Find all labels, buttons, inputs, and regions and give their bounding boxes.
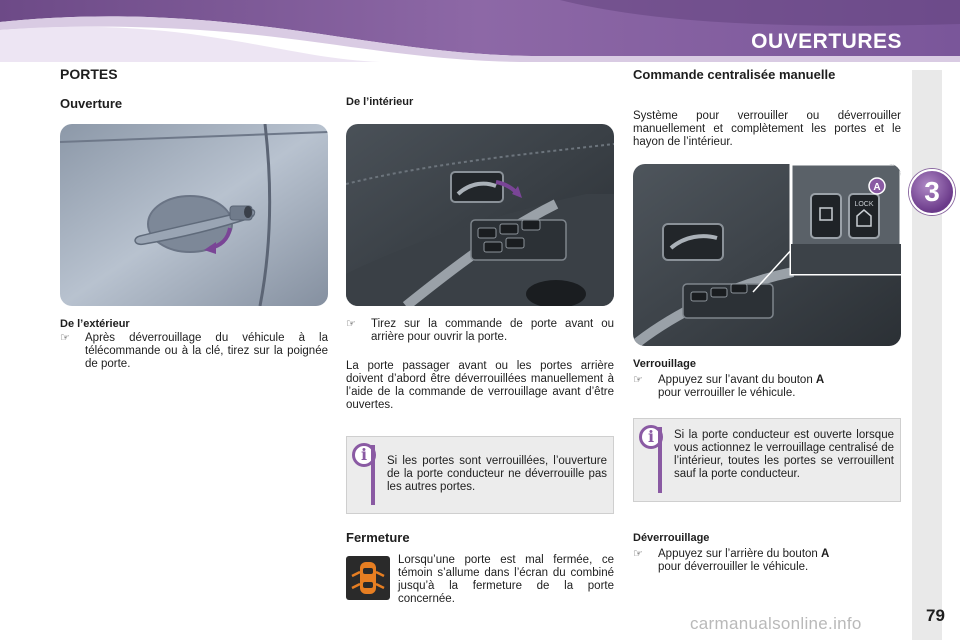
header-banner xyxy=(0,0,960,62)
pointing-hand-icon: ☞ xyxy=(346,318,356,330)
exterior-bullet xyxy=(60,332,328,371)
central-locking-heading: Commande centralisée manuelle xyxy=(633,67,836,82)
interior-heading: De l’intérieur xyxy=(346,96,414,108)
closing-heading: Fermeture xyxy=(346,530,410,545)
info-box-accent-bar xyxy=(371,445,375,505)
chapter-number-badge: 3 xyxy=(909,169,955,215)
exterior-heading: De l’extérieur xyxy=(60,318,130,330)
lock-bullet-text: Appuyez sur l’avant du bouton A pour verrouiller le véhicule. xyxy=(658,374,825,399)
subsection-title: Ouverture xyxy=(60,96,123,111)
pointing-hand-icon: ☞ xyxy=(633,548,643,560)
info-box-driver-door xyxy=(633,418,901,502)
info-box-locked-doors xyxy=(346,436,614,514)
button-a-key: A xyxy=(821,548,830,560)
interior-door-panel-photo xyxy=(346,124,614,306)
lock-bullet xyxy=(633,374,901,400)
info-box-accent-bar xyxy=(658,427,662,493)
callout-a-label: A xyxy=(873,182,881,193)
unlock-heading: Déverrouillage xyxy=(633,532,710,544)
page-number: 79 xyxy=(926,606,945,625)
interior-bullet xyxy=(346,318,614,344)
button-a-key: A xyxy=(815,374,825,386)
unlock-bullet xyxy=(633,548,901,574)
info-icon: i xyxy=(352,443,376,467)
central-locking-text: Système pour verrouiller ou déverrouiller manuellement et complètement les portes et le hayon de l’intérieur. xyxy=(633,110,901,148)
unlock-bullet-text: Appuyez sur l’arrière du bouton A pour déverrouiller le véhicule. xyxy=(658,548,830,573)
door-open-warning-icon xyxy=(346,556,390,600)
closing-text: Lorsqu’une porte est mal fermée, ce témoin s’allume dans l’écran du combiné jusqu’à la fermeture de la porte concernée. xyxy=(398,554,614,605)
central-locking-button-photo xyxy=(633,164,901,346)
chapter-side-strip xyxy=(912,70,942,640)
interior-bullet-text: Tirez sur la commande de porte avant ou arrière pour ouvrir la porte. xyxy=(371,318,614,343)
exterior-bullet-text: Après déverrouillage du véhicule à la télécommande ou à la clé, tirez sur la poignée de porte. xyxy=(85,332,328,370)
lock-button-label: LOCK xyxy=(854,201,874,208)
lock-heading: Verrouillage xyxy=(633,358,696,370)
exterior-door-handle-photo xyxy=(60,124,328,306)
chapter-title: OUVERTURES xyxy=(751,30,902,53)
info-icon: i xyxy=(639,425,663,449)
info-box-text: Si la porte conducteur est ouverte lorsque vous actionnez le verrouillage centralisé de l’intérieur, toutes les portes se verrouillent sauf la porte conducteur. xyxy=(674,429,894,480)
info-box-text: Si les portes sont verrouillées, l’ouverture de la porte conducteur ne déverrouille pas les autres portes. xyxy=(387,455,607,493)
pointing-hand-icon: ☞ xyxy=(633,374,643,386)
section-title: PORTES xyxy=(60,66,118,82)
watermark: carmanualsonline.info xyxy=(690,614,862,633)
passenger-doors-text: La porte passager avant ou les portes arrière doivent d’abord être déverrouillées manuellement à l’aide de la commande de verrouillage avant d’être ouvertes. xyxy=(346,360,614,411)
pointing-hand-icon: ☞ xyxy=(60,332,70,344)
